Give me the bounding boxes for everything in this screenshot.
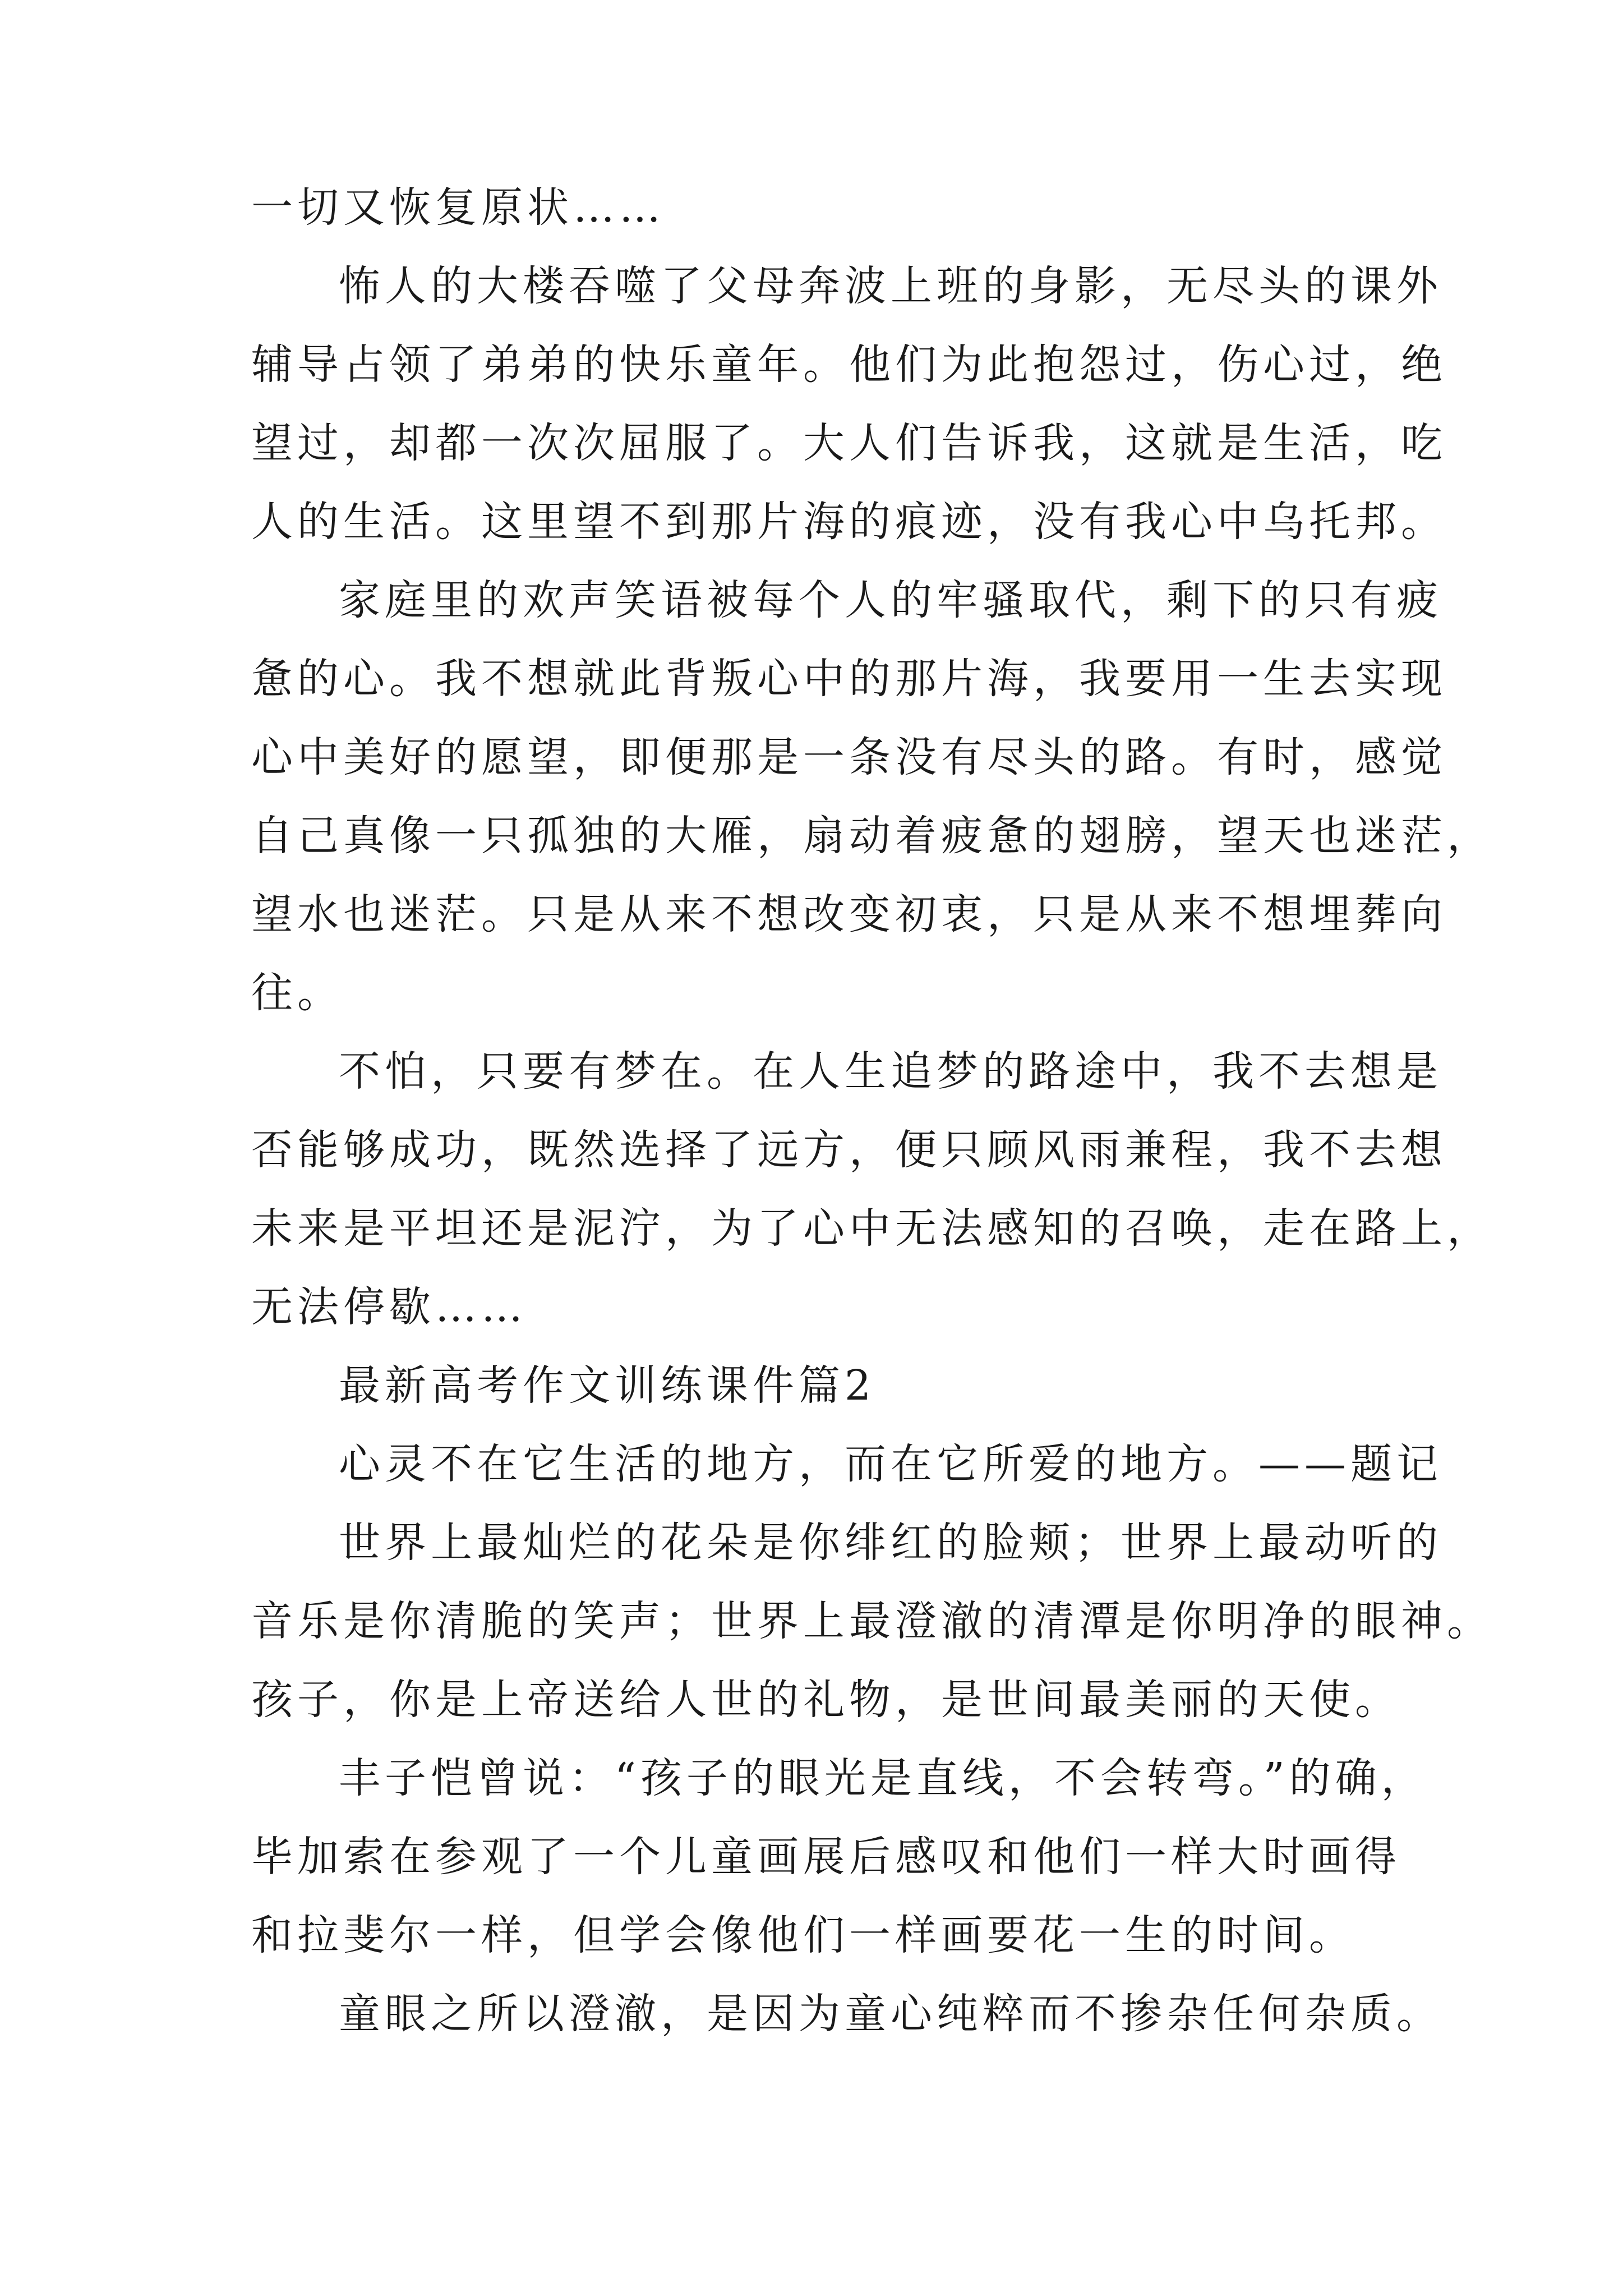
text-line: 无法停歇…… bbox=[251, 1283, 527, 1331]
paragraph-start-line: 不怕，只要有梦在。在人生追梦的路途中，我不去想是 bbox=[339, 1047, 1442, 1096]
text-line: 和拉斐尔一样，但学会像他们一样画要花一生的时间。 bbox=[251, 1911, 1355, 1959]
text-line: 人的生活。这里望不到那片海的痕迹，没有我心中乌托邦。 bbox=[251, 498, 1447, 546]
text-line: 未来是平坦还是泥泞，为了心中无法感知的召唤，走在路上， bbox=[251, 1204, 1493, 1253]
paragraph-start-line: 家庭里的欢声笑语被每个人的牢骚取代，剩下的只有疲 bbox=[339, 576, 1442, 624]
text-line: 辅导占领了弟弟的快乐童年。他们为此抱怨过，伤心过，绝 bbox=[251, 341, 1447, 389]
text-line: 毕加索在参观了一个儿童画展后感叹和他们一样大时画得 bbox=[251, 1833, 1401, 1881]
section-heading: 最新高考作文训练课件篇2 bbox=[339, 1361, 876, 1410]
text-line: 心中美好的愿望，即便那是一条没有尽头的路。有时，感觉 bbox=[251, 733, 1447, 781]
paragraph-start-line: 世界上最灿烂的花朵是你绯红的脸颊；世界上最动听的 bbox=[339, 1519, 1442, 1567]
text-line: 自己真像一只孤独的大雁，扇动着疲惫的翅膀，望天也迷茫， bbox=[251, 812, 1493, 860]
text-line: 音乐是你清脆的笑声；世界上最澄澈的清潭是你明净的眼神。 bbox=[251, 1597, 1493, 1645]
paragraph-start-line: 怖人的大楼吞噬了父母奔波上班的身影，无尽头的课外 bbox=[339, 262, 1442, 310]
text-line: 一切又恢复原状…… bbox=[251, 183, 665, 232]
text-line: 否能够成功，既然选择了远方，便只顾风雨兼程，我不去想 bbox=[251, 1126, 1447, 1174]
paragraph-start-line: 童眼之所以澄澈，是因为童心纯粹而不掺杂任何杂质。 bbox=[339, 1990, 1442, 2038]
epigraph-line: 心灵不在它生活的地方，而在它所爱的地方。——题记 bbox=[339, 1440, 1442, 1488]
text-line: 望水也迷茫。只是从来不想改变初衷，只是从来不想埋葬向 bbox=[251, 890, 1447, 938]
paragraph-start-line: 丰子恺曾说：“孩子的眼光是直线，不会转弯。”的确， bbox=[339, 1754, 1427, 1802]
text-line: 望过，却都一次次屈服了。大人们告诉我，这就是生活，吃 bbox=[251, 419, 1447, 467]
text-line: 孩子，你是上帝送给人世的礼物，是世间最美丽的天使。 bbox=[251, 1676, 1401, 1724]
text-line: 往。 bbox=[251, 969, 343, 1017]
text-line: 惫的心。我不想就此背叛心中的那片海，我要用一生去实现 bbox=[251, 655, 1447, 703]
